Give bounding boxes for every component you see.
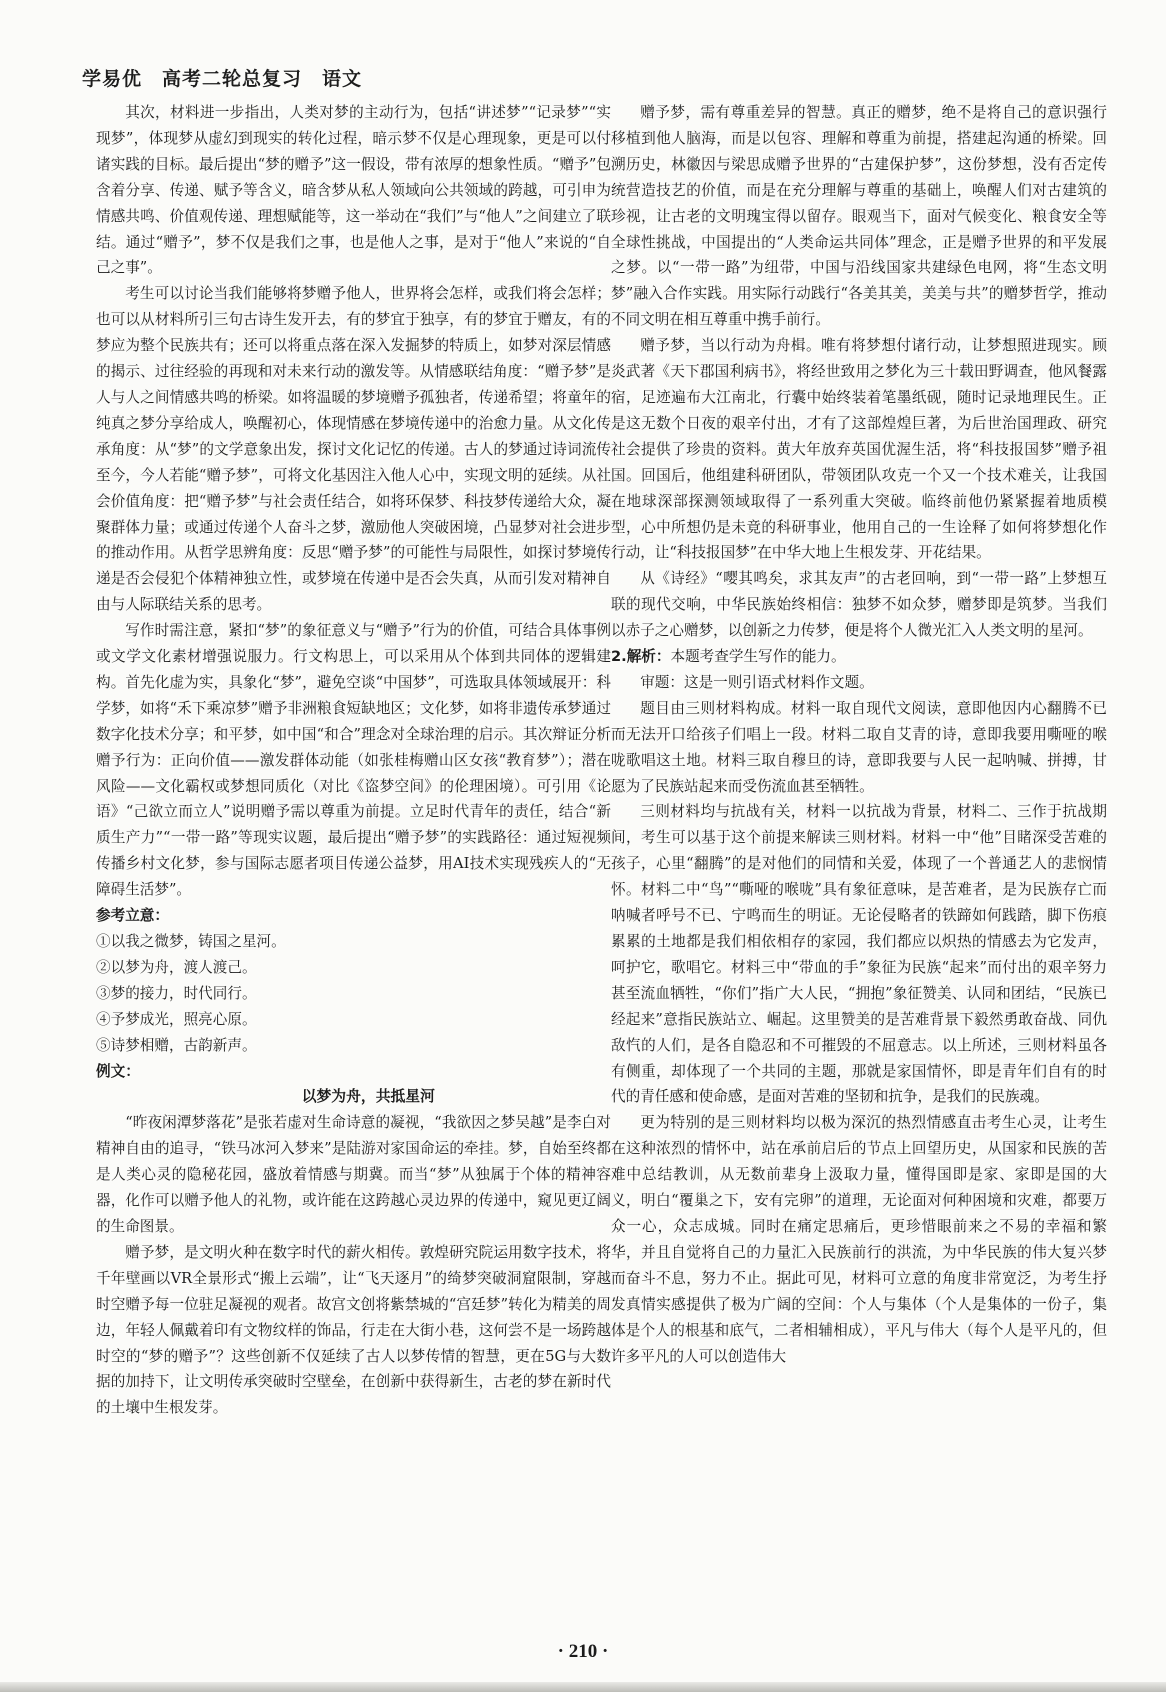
analysis-paragraph-3: 写作时需注意，紧扣“梦”的象征意义与“赠予”行为的价值，可结合具体事例或文学文化素材增强说服力。行文构思上，可以采用从个体到共同体的逻辑建构。首先化虚为实，具象化“梦”，避免空谈“中国梦”，可选取具体领域展开：科学梦，如将“禾下乘凉梦”赠予非洲粮食短缺地区；文化梦，如将非遗传承梦通过数字化技术分享；和平梦，如中国“和合”理念对全球治理的启示。其次辩证分析赠予行为：正向价值——激发群体动能（如张桂梅赠山区女孩“教育梦”）；潜在风险——文化霸权或梦想同质化（对比《盗梦空间》的伦理困境）。可引用《论语》“己欲立而立人”说明赠予需以尊重为前提。立足时代青年的责任，结合“新质生产力”“一带一路”等现实议题，最后提出“赠予梦”的实践路径：通过短视频传播乡村文化梦，参与国际志愿者项目传递公益梦，用AI技术实现残疾人的“无障碍生活梦”。 — [96, 622, 611, 899]
analysis-paragraph-2: 考生可以讨论当我们能够将梦赠予他人，世界将会怎样，或我们将会怎样；也可以从材料所引三句古诗生发开去，有的梦宜于独享，有的梦宜于赠友，有的梦应为整个民族共有；还可以将重点落在深入发掘梦的特质上，如梦对深层情感的揭示、过往经验的再现和对未来行动的激发等。从情感联结角度：“赠予梦”是人与人之间情感共鸣的桥梁。如将温暖的梦境赠予孤独者，传递希望；将童年的纯真之梦分享给成人，唤醒初心，体现情感在梦境传递中的治愈力量。从文化传承角度：从“梦”的文学意象出发，探讨文化记忆的传递。古人的梦通过诗词流传至今，今人若能“赠予梦”，可将文化基因注入他人心中，实现文明的延续。从社会价值角度：把“赠予梦”与社会责任结合，如将环保梦、科技梦传递给大众，凝聚群体力量；或通过传递个人奋斗之梦，激励他人突破困境，凸显梦对社会进步的推动作用。从哲学思辨角度：反思“赠予梦”的可能性与局限性，如探讨梦境传递是否会侵犯个体精神独立性，或梦境在传递中是否会失真，从而引发对精神自由与人际联结关系的思考。 — [96, 285, 611, 614]
essay-paragraph-3: 赠予梦，需有尊重差异的智慧。真正的赠梦，绝不是将自己的意识强行移植到他人脑海，而是以包容、理解和尊重为前提，搭建起沟通的桥梁。回溯历史，林徽因与梁思成赠予世界的“古建保护梦”，这份梦想，没有否定传统营造技艺的价值，而是在充分理解与尊重的基础上，唤醒人们对古建筑的珍视，让古老的文明瑰宝得以留存。眼观当下，面对气候变化、粮食安全等全球性挑战，中国提出的“人类命运共同体”理念，正是赠予世界的和平发展之梦。以“一带一路”为纽带，中国与沿线国家共建绿色电网，将“生态文明梦”融入合作实践。用实际行动践行“各美其美，美美与共”的赠梦哲学，推动不同文明在相互尊重中携手前行。 — [611, 104, 1107, 329]
reference-theme-heading: 参考立意： — [96, 907, 169, 925]
essay-paragraph-1: “昨夜闲潭梦落花”是张若虚对生命诗意的凝视，“我欲因之梦吴越”是李白对精神自由的追寻，“铁马冰河入梦来”是陆游对家国命运的牵挂。梦，自始至终都是人类心灵的隐秘花园，盛放着情感与期冀。而当“梦”从独属于个体的精神容器，化作可以赠予他人的礼物，或许能在这跨越心灵边界的传递中，窥见更辽阔的生命图景。 — [96, 1114, 611, 1235]
right-column — [611, 100, 1107, 1369]
example-essay-heading: 例文： — [96, 1062, 140, 1080]
analysis-paragraph-1: 其次，材料进一步指出，人类对梦的主动行为，包括“讲述梦”“记录梦”“实现梦”，体现梦从虚幻到现实的转化过程，暗示梦不仅是心理现象，更是可以付诸实践的目标。最后提出“梦的赠予”这一假设，带有浓厚的想象性质。“赠予”包含着分享、传递、赋予等含义，暗含梦从私人领域向公共领域的跨越，可引申为情感共鸣、价值观传递、理想赋能等，这一举动在“我们”与“他人”之间建立了联结。通过“赠予”，梦不仅是我们之事，也是他人之事，是对于“他人”来说的“自己之事”。 — [96, 104, 611, 277]
essay-paragraph-2: 赠予梦，是文明火种在数字时代的薪火相传。敦煌研究院运用数字技术，将千年壁画以VR全景形式“搬上云端”，让“飞天逐月”的绮梦突破洞窟限制，穿越时空赠予每一位驻足凝视的观者。故宫文创将紫禁城的“宫廷梦”转化为精美的周边，年轻人佩戴着印有文物纹样的饰品，行走在大街小巷，这何尝不是一场跨越时空的“梦的赠予”？这些创新不仅延续了古人以梦传情的智慧，更在5G与大数据的加持下，让文明传承突破时空壁垒，在创新中获得新生，古老的梦在新时代的土壤中生根发芽。 — [96, 1243, 611, 1417]
left-column — [96, 100, 611, 1421]
essay-paragraph-5: 从《诗经》“嘤其鸣矣，求其友声”的古老回响，到“一带一路”上梦想互联的现代交响，中华民族始终相信：独梦不如众梦，赠梦即是筑梦。当我们以赤子之心赠梦，以创新之力传梦，便是将个人微光汇入人类文明的星河。 — [611, 570, 1107, 640]
reference-theme-item: ①以我之微梦，铸国之星河。 — [96, 933, 286, 950]
material-analysis: 三则材料均与抗战有关，材料一以抗战为背景，材料二、三作于抗战期间，考生可以基于这个前提来解读三则材料。材料一中“他”目睹深受苦难的孩子，心里“翻腾”的是对他们的同情和关爱，体现了一个普通艺人的悲悯情怀。材料二中“鸟”“嘶哑的喉咙”具有象征意味，是苦难者，是为民族存亡而呐喊者呼号不已、宁鸣而生的明证。无论侵略者的铁蹄如何践踏，脚下伤痕累累的土地都是我们相依相存的家园，我们都应以炽热的情感去为它发声，呵护它，歌唱它。材料三中“带血的手”象征为民族“起来”而付出的艰辛努力甚至流血牺牲，“你们”指广大人民，“拥抱”象征赞美、认同和团结，“民族已经起来”意指民族站立、崛起。这里赞美的是苦难背景下毅然勇敢奋战、同仇敌忾的人们，是各自隐忍和不可摧毁的不屈意志。以上所述，三则材料虽各有侧重，却体现了一个共同的主题，那就是家国情怀，即是青年们自有的时代的青任感和使命感，是面对苦难的坚韧和抗争，是我们的民族魂。 — [611, 803, 1107, 1106]
reference-theme-item: ②以梦为舟，渡人渡己。 — [96, 958, 257, 976]
question-2-label: 2.解析： — [611, 648, 671, 666]
theme-analysis: 更为特别的是三则材料均以极为深沉的热烈情感直击考生心灵，让考生在这种浓烈的情怀中，站在承前启后的节点上回望历史，从国家和民族的苦难中总结教训，从无数前辈身上汲取力量，懂得国即是家、家即是国的大义，明白“覆巢之下，安有完卵”的道理，无论面对何种困境和灾难，都要万众一心，众志成城。同时在痛定思痛后，更珍惜眼前来之不易的幸福和繁华，并且自觉将自己的力量汇入民族前行的洪流，为中华民族的伟大复兴梦而奋斗不息，努力不止。据此可见，材料可立意的角度非常宽泛，为考生抒发真情实感提供了极为广阔的空间：个人与集体（个人是集体的一份子，集体是个人的根基和底气，二者相辅相成），平凡与伟大（每个人是平凡的，但许多平凡的人可以创造伟大 — [611, 1114, 1107, 1365]
question-2-text: 本题考查学生写作的能力。 — [670, 648, 846, 666]
reference-theme-item: ④予梦成光，照亮心原。 — [96, 1010, 257, 1028]
page-number: · 210 · — [557, 1641, 609, 1662]
running-header: 学易优 高考二轮总复习 语文 — [82, 68, 363, 90]
topic-review: 审题：这是一则引语式材料作文题。 — [640, 673, 874, 691]
question-2-analysis — [611, 644, 1107, 670]
essay-paragraph-4: 赠予梦，当以行动为舟楫。唯有将梦想付诸行动，让梦想照进现实。顾炎武著《天下郡国利病书》，将经世致用之梦化为三十载田野调查，他风餐露宿，足迹遍布大江南北，行囊中始终装着笔墨纸砚，随时记录地理民生。正是这无数个日夜的艰辛付出，才有了这部煌煌巨著，为后世治国理政、研究社会提供了珍贵的资料。黄大年放弃英国优渥生活，将“科技报国梦”赠予祖国。回国后，他组建科研团队，带领团队攻克一个又一个技术难关，让我国在地球深部探测领域取得了一系列重大突破。临终前他仍紧紧握着地质模型，心中所想仍是未竟的科研事业，他用自己的一生诠释了如何将梦想化作行动，让“科技报国梦”在中华大地上生根发芽、开花结果。 — [611, 337, 1107, 562]
material-explanation: 题目由三则材料构成。材料一取自现代文阅读，意即他因内心翻腾不已而无法开口给孩子们唱上一段。材料二取自艾青的诗，意即我要用嘶哑的喉咙歌唱这土地。材料三取自穆旦的诗，意即我要与人民一起呐喊、拼搏，甘愿为了民族站起来而受伤流血甚至牺牲。 — [611, 699, 1107, 795]
essay-title: 以梦为舟，共抵星河 — [301, 1088, 435, 1106]
reference-theme-item: ③梦的接力，时代同行。 — [96, 984, 257, 1002]
scan-edge — [0, 1682, 1166, 1692]
reference-theme-item: ⑤诗梦相赠，古韵新声。 — [96, 1036, 257, 1054]
